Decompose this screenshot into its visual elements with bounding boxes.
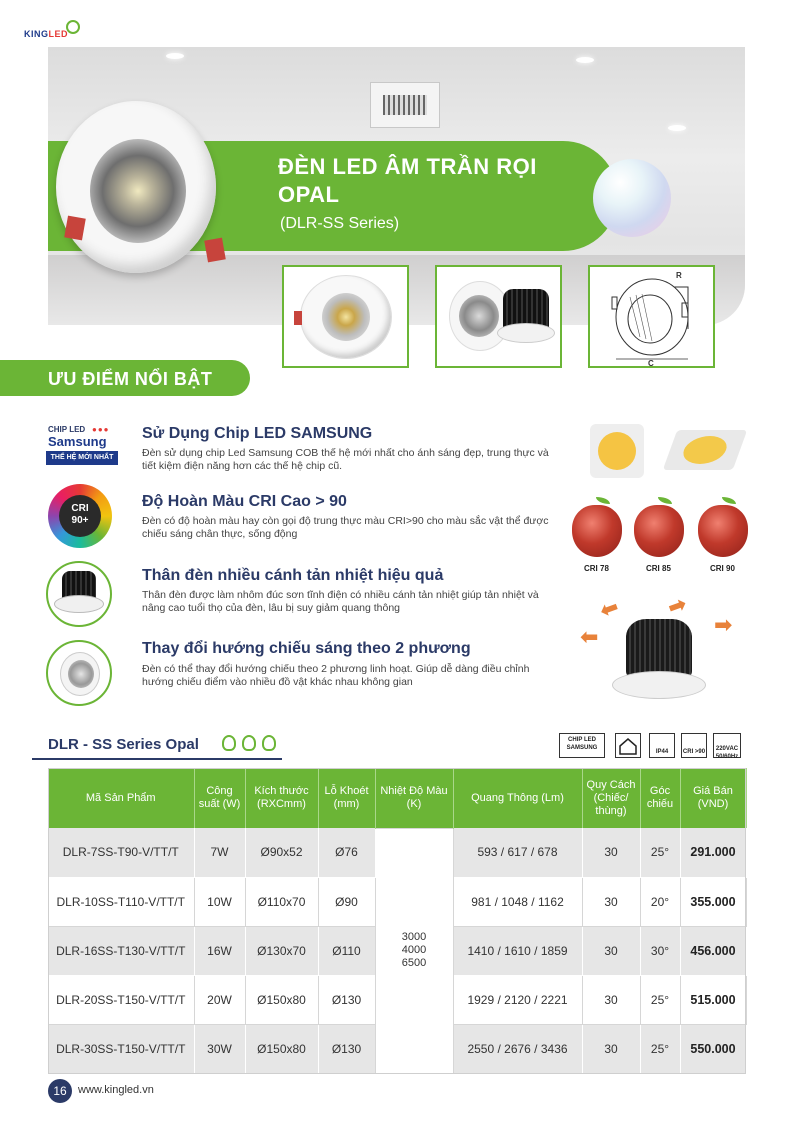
thumbnail-side-view [435, 265, 562, 368]
opal-bubble-image [593, 159, 671, 237]
section-title: ƯU ĐIỂM NỔI BẬT [48, 369, 213, 389]
price: 515.000 [680, 975, 746, 1024]
product-code: DLR-7SS-T90-V/TT/T [48, 828, 194, 877]
pack-qty: 30 [582, 877, 640, 926]
beam-angle: 30° [640, 926, 680, 975]
cri-eye-cert: CRI >90 [681, 733, 707, 758]
apple-cri85-image [634, 505, 684, 557]
heatsink-icon [46, 561, 112, 627]
beam-angle: 25° [640, 975, 680, 1024]
column-header: Quang Thông (Lm) [453, 768, 582, 828]
power: 7W [194, 828, 245, 877]
feature-description: Thân đèn được làm nhôm đúc sơn tĩnh điện có nhiều cánh tản nhiệt giúp tản nhiệt và nâng cao tuổi thọ của đèn, lâu bị suy giảm quang thông [142, 589, 539, 614]
rotation-heatsink-image [612, 615, 706, 705]
page-number: 16 [48, 1079, 72, 1103]
cutout: Ø130 [318, 1024, 375, 1073]
ip44-cert: IP44 [649, 733, 675, 758]
product-code: DLR-10SS-T110-V/TT/T [48, 877, 194, 926]
lumen: 593 / 617 / 678 [453, 828, 582, 877]
beam-angle: 25° [640, 828, 680, 877]
website-link[interactable]: www.kingled.vn [78, 1084, 154, 1096]
logo-bulb-icon [66, 20, 80, 34]
diagram-label-c: C [648, 359, 654, 368]
table-row [48, 828, 746, 877]
voltage-cert: 220VAC 50/60Hz [713, 733, 741, 758]
product-code: DLR-30SS-T150-V/TT/T [48, 1024, 194, 1073]
cutout: Ø76 [318, 828, 375, 877]
hero-title: ĐÈN LED ÂM TRẦN RỌI OPAL [278, 154, 537, 207]
size: Ø90x52 [245, 828, 318, 877]
ceiling-ac-vent [370, 82, 440, 128]
cob-chip-image [590, 424, 644, 478]
cri-90-badge: CRI 90+ [48, 484, 112, 548]
column-header: Giá Bán (VND) [680, 768, 746, 828]
cutout: Ø110 [318, 926, 375, 975]
bulb-icon [262, 735, 276, 751]
pack-qty: 30 [582, 828, 640, 877]
column-header: Góc chiếu [640, 768, 680, 828]
ceiling-light-icon [668, 125, 686, 131]
column-header: Quy Cách (Chiếc/ thùng) [582, 768, 640, 828]
power: 16W [194, 926, 245, 975]
column-header: Công suất (W) [194, 768, 245, 828]
price: 355.000 [680, 877, 746, 926]
price: 550.000 [680, 1024, 746, 1073]
lumen: 981 / 1048 / 1162 [453, 877, 582, 926]
cutout: Ø130 [318, 975, 375, 1024]
downlight-product-image [56, 101, 216, 273]
product-price-table [48, 768, 747, 1074]
feature-title: Sử Dụng Chip LED SAMSUNG [142, 425, 373, 442]
power: 10W [194, 877, 245, 926]
ceiling-light-icon [166, 53, 184, 59]
logo-wordmark: KINGLED [24, 29, 68, 39]
size: Ø110x70 [245, 877, 318, 926]
column-header: Mã Sản Phẩm [48, 768, 194, 828]
column-header: Nhiệt Độ Màu (K) [375, 768, 453, 828]
apple-label: CRI 85 [646, 564, 671, 573]
column-header: Lỗ Khoét (mm) [318, 768, 375, 828]
feature-title: Thân đèn nhiều cánh tản nhiệt hiệu quả [142, 567, 444, 584]
price: 456.000 [680, 926, 746, 975]
lumen: 1410 / 1610 / 1859 [453, 926, 582, 975]
cob-chip-angled-image [663, 430, 748, 470]
price: 291.000 [680, 828, 746, 877]
adjustable-light-icon [46, 640, 112, 706]
apple-label: CRI 78 [584, 564, 609, 573]
arrow-icon: ⬅ [580, 624, 599, 649]
arrow-icon: ⬅ [596, 593, 622, 624]
table-header-row [48, 768, 746, 828]
samsung-chip-cert: CHIP LED SAMSUNG [559, 733, 605, 758]
size: Ø130x70 [245, 926, 318, 975]
product-code: DLR-20SS-T150-V/TT/T [48, 975, 194, 1024]
brand-logo [24, 20, 84, 44]
thumbnail-front-view [282, 265, 409, 368]
feature-title: Độ Hoàn Màu CRI Cao > 90 [142, 493, 347, 510]
lumen: 1929 / 2120 / 2221 [453, 975, 582, 1024]
series-title: DLR - SS Series Opal [48, 736, 199, 753]
dimension-drawing [590, 267, 715, 368]
feature-description: Đèn có thể thay đổi hướng chiếu theo 2 phương linh hoạt. Giúp dễ dàng điều chỉnh hướng chiếu điểm vào nhiều đồ vật khác nhau không gian [142, 663, 530, 688]
color-temperature: 3000 4000 6500 [375, 828, 453, 1073]
beam-angle: 25° [640, 1024, 680, 1073]
diagram-label-r: R [676, 271, 682, 280]
lumen: 2550 / 2676 / 3436 [453, 1024, 582, 1073]
apple-cri78-image [572, 505, 622, 557]
feature-description: Đèn sử dụng chip Led Samsung COB thế hệ mới nhất cho ánh sáng đẹp, trung thực và tiết kiệm điện năng hơn các thế hệ chip cũ. [142, 447, 549, 472]
indoor-home-icon [615, 733, 641, 758]
pack-qty: 30 [582, 926, 640, 975]
size: Ø150x80 [245, 1024, 318, 1073]
power: 30W [194, 1024, 245, 1073]
size: Ø150x80 [245, 975, 318, 1024]
samsung-chip-logo: CHIP LED ●●● Samsung THẾ HỆ MỚI NHẤT [46, 425, 120, 469]
beam-angle: 20° [640, 877, 680, 926]
ceiling-light-icon [576, 57, 594, 63]
feature-description: Đèn có độ hoàn màu hay còn gọi độ trung thực màu CRI>90 cho màu sắc vật thể được chiếu sáng chân thực, sống động [142, 515, 549, 540]
column-header: Kích thước (RXCmm) [245, 768, 318, 828]
product-code: DLR-16SS-T130-V/TT/T [48, 926, 194, 975]
arrow-icon: ➡ [664, 590, 690, 621]
bulb-icon [242, 735, 256, 751]
apple-label: CRI 90 [710, 564, 735, 573]
thumbnail-dimension-diagram [588, 265, 715, 368]
feature-title: Thay đổi hướng chiếu sáng theo 2 phương [142, 640, 471, 657]
hero-subtitle: (DLR-SS Series) [280, 215, 400, 232]
arrow-icon: ➡ [714, 612, 733, 637]
pack-qty: 30 [582, 975, 640, 1024]
pack-qty: 30 [582, 1024, 640, 1073]
power: 20W [194, 975, 245, 1024]
cutout: Ø90 [318, 877, 375, 926]
series-underline [32, 758, 282, 760]
bulb-icon [222, 735, 236, 751]
apple-cri90-image [698, 505, 748, 557]
